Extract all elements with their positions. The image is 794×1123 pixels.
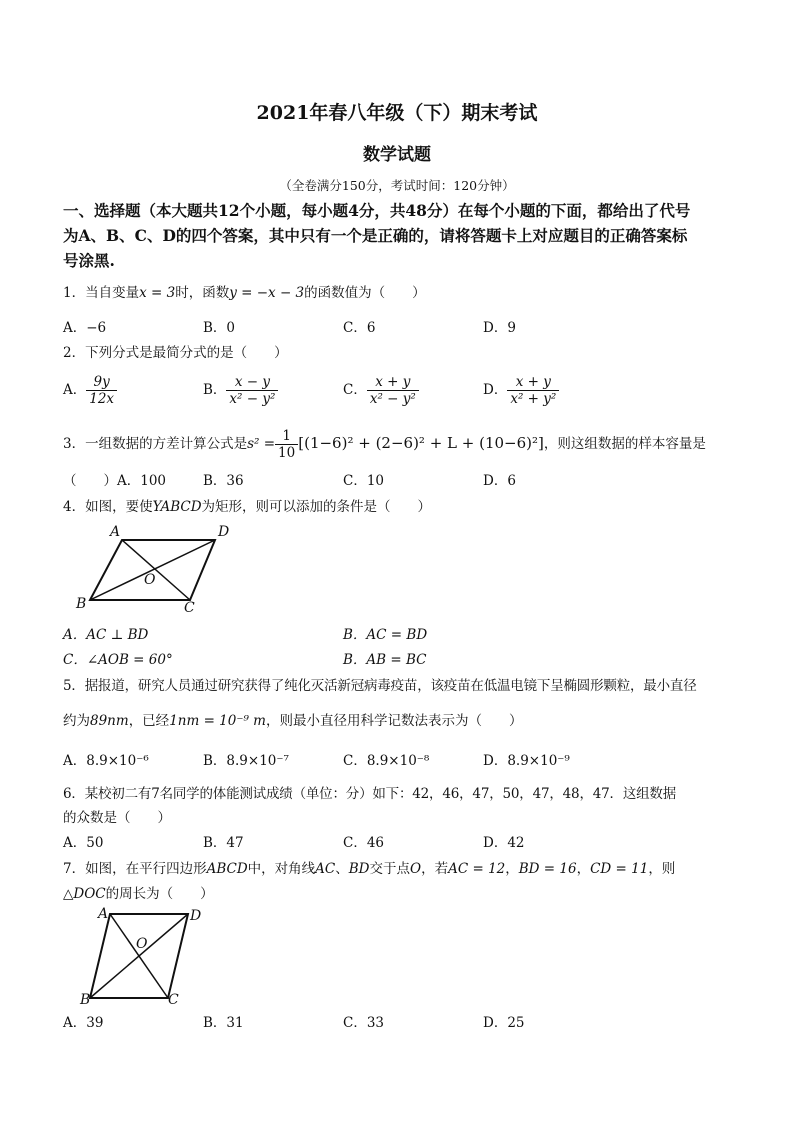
q1-option-a[interactable]: A．−6 (63, 320, 107, 336)
q3-frac-num: 1 (275, 428, 298, 445)
q1-condition: x = 3 (139, 285, 176, 301)
q1-option-b[interactable]: B．0 (203, 320, 236, 336)
q3-option-c[interactable]: C．10 (343, 473, 385, 489)
q7-diagonal-bd (90, 914, 188, 998)
q1-option-d[interactable]: D．9 (483, 320, 516, 336)
section-heading-line1: 一、选择题（本大题共12个小题，每小题4分，共48分）在每个小题的下面，都给出了代号 (63, 201, 691, 220)
q5-text-e: ，则最小直径用科学记数法表示为（ ） (265, 713, 523, 729)
q1-prefix: 1．当自变量 (63, 285, 140, 301)
q5-unit-conversion: 1nm = 10⁻⁹ m (169, 713, 266, 729)
q1-suffix: 的函数值为（ ） (304, 285, 426, 301)
q4-parallelogram-figure (70, 520, 240, 620)
q7-triangle-symbol: △ (63, 886, 74, 902)
page-subtitle: 数学试题 (363, 145, 431, 165)
q7-label-o: O (136, 936, 148, 952)
question-6-line2: 的众数是（ ） (63, 810, 171, 826)
q5-option-b[interactable]: B．8.9×10⁻⁷ (203, 753, 289, 769)
q4-label-c: C (184, 600, 195, 616)
q2-option-c[interactable] (343, 374, 419, 407)
q1-mid: 时，函数 (175, 285, 230, 301)
q4-option-b[interactable]: B．AC = BD (343, 627, 428, 643)
q4-option-c[interactable]: C．∠AOB = 60° (63, 652, 173, 668)
q2-c-denominator: x² − y² (369, 391, 416, 407)
q7-t-j: AC = 12 (448, 861, 506, 877)
q7-triangle-name: DOC (73, 886, 106, 902)
q4-stem-prefix: 4．如图，要使 (63, 499, 153, 515)
q5-size: 89nm (90, 713, 129, 729)
q7-t-n: CD = 11 (590, 861, 649, 877)
q4-option-d[interactable]: B．AB = BC (343, 652, 427, 668)
q6-option-c[interactable]: C．46 (343, 835, 385, 851)
question-5-line1: 5．据报道，研究人员通过研究获得了纯化灭活新冠病毒疫苗，该疫苗在低温电镜下呈椭圆形颗粒，最小直径 (63, 678, 697, 694)
question-6-line1: 6．某校初二有7名同学的体能测试成绩（单位：分）如下：42，46，47，50，47，48，47．这组数据 (63, 786, 677, 802)
q7-t-c: 中，对角线 (247, 861, 316, 877)
q4-option-a[interactable]: A．AC ⊥ BD (63, 627, 149, 643)
q2-label-d: D． (483, 382, 508, 398)
q3-option-b[interactable]: B．36 (203, 473, 244, 489)
q2-option-b[interactable] (203, 374, 278, 407)
q2-label-b: B． (203, 382, 227, 398)
q4-label-b: B (76, 596, 87, 612)
q6-option-b[interactable]: B．47 (203, 835, 244, 851)
q7-label-b: B (80, 992, 91, 1008)
q2-a-numerator: 9y (86, 374, 117, 391)
q5-option-a[interactable]: A．8.9×10⁻⁶ (63, 753, 149, 769)
q4-diagonal-bd (90, 540, 215, 600)
q2-b-denominator: x² − y² (229, 391, 276, 407)
q2-c-numerator: x + y (367, 374, 419, 391)
q2-option-a[interactable] (63, 374, 117, 407)
page-title: 2021年春八年级（下）期末考试 (256, 102, 538, 124)
question-7-line2 (63, 882, 214, 902)
q3-option-a[interactable]: （ ）A．100 (63, 473, 167, 489)
q7-option-b[interactable]: B．31 (203, 1015, 244, 1031)
q7-t-i: ，若 (421, 861, 449, 877)
section-heading-line2: 为A、B、C、D的四个答案，其中只有一个是正确的，请将答题卡上对应题目的正确答案标 (63, 226, 688, 245)
q7-option-a[interactable]: A．39 (63, 1015, 104, 1031)
q5-option-c[interactable]: C．8.9×10⁻⁸ (343, 753, 430, 769)
exam-note: （全卷满分150分，考试时间：120分钟） (279, 178, 515, 193)
q7-t-k: ， (505, 861, 519, 877)
q1-function: y = −x − 3 (229, 285, 305, 301)
q2-label-c: C． (343, 382, 367, 398)
q7-line2-suffix: 的周长为（ ） (105, 886, 214, 902)
question-1 (63, 281, 426, 301)
question-7-line1 (63, 857, 675, 877)
q4-stem-suffix: 为矩形，则可以添加的条件是（ ） (201, 499, 432, 515)
q7-t-g: 交于点 (369, 861, 411, 877)
q2-label-a: A． (63, 382, 87, 398)
q4-stem-var: YABCD (152, 499, 202, 515)
q7-t-b: ABCD (206, 861, 248, 877)
question-2: 2．下列分式是最简分式的是（ ） (63, 345, 288, 361)
q5-option-d[interactable]: D．8.9×10⁻⁹ (483, 753, 570, 769)
q2-b-numerator: x − y (226, 374, 278, 391)
q3-formula-lhs: s² = (247, 436, 276, 452)
question-3 (63, 428, 706, 461)
q6-option-a[interactable]: A．50 (63, 835, 104, 851)
question-5-line2 (63, 709, 522, 729)
q7-label-a: A (98, 906, 109, 922)
q5-text-a: 约为 (63, 713, 90, 729)
q7-t-m: ， (576, 861, 591, 877)
q4-label-o: O (144, 572, 156, 588)
q7-t-e: 、 (335, 861, 349, 877)
q6-option-d[interactable]: D．42 (483, 835, 525, 851)
question-4 (63, 495, 431, 515)
q3-option-d[interactable]: D．6 (483, 473, 516, 489)
q7-label-d: D (190, 908, 202, 924)
q2-d-numerator: x + y (507, 374, 559, 391)
q1-option-c[interactable]: C．6 (343, 320, 376, 336)
q7-t-a: 7．如图，在平行四边形 (63, 861, 207, 877)
q4-label-a: A (110, 524, 121, 540)
section-heading-line3: 号涂黑. (63, 251, 115, 270)
q7-label-c: C (168, 992, 179, 1008)
q3-formula-body: [(1−6)² + (2−6)² + L + (10−6)²] (298, 434, 544, 452)
q7-parallelogram-figure (70, 902, 220, 1012)
q2-a-denominator: 12x (89, 391, 115, 407)
q7-t-h: O (410, 861, 422, 877)
q2-option-d[interactable] (483, 374, 559, 407)
q4-label-d: D (218, 524, 230, 540)
q2-d-denominator: x² + y² (510, 391, 557, 407)
q7-t-d: AC (315, 861, 336, 877)
q7-t-o: ，则 (648, 861, 676, 877)
q4-diagonal-ac (122, 540, 190, 600)
q3-frac-den: 10 (278, 445, 296, 461)
q3-prefix: 3．一组数据的方差计算公式是 (63, 436, 248, 452)
q5-text-c: ，已经 (128, 713, 170, 729)
q7-option-d[interactable]: D．25 (483, 1015, 525, 1031)
q7-t-l: BD = 16 (518, 861, 577, 877)
q7-t-f: BD (348, 861, 370, 877)
q3-suffix: ，则这组数据的样本容量是 (543, 436, 706, 452)
q7-option-c[interactable]: C．33 (343, 1015, 385, 1031)
